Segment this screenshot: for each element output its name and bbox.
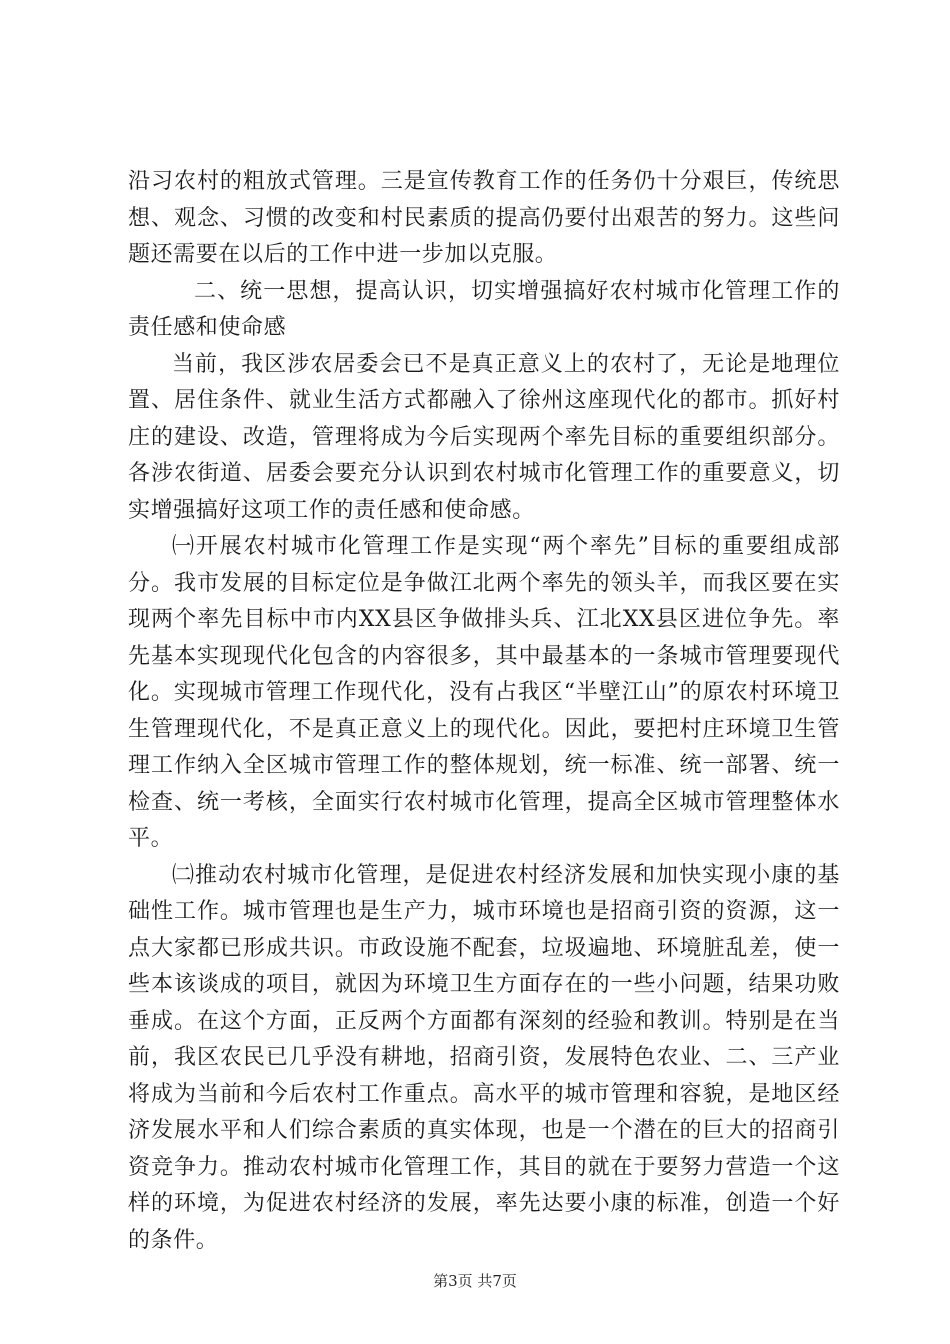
document-body: [128, 164, 840, 1259]
paragraph-point-one: ㈠开展农村城市化管理工作是实现“两个率先”目标的重要组成部分。我市发展的目标定位是争做江北两个率先的领头羊，而我区要在实现两个率先目标中市内XX县区争做排头兵、江北XX县区进位争先。率先基本实现现代化包含的内容很多，其中最基本的一条城市管理要现代化。实现城市管理工作现代化，没有占我区“半壁江山”的原农村环境卫生管理现代化，不是真正意义上的现代化。因此，要把村庄环境卫生管理工作纳入全区城市管理工作的整体规划，统一标准、统一部署、统一检查、统一考核，全面实行农村城市化管理，提高全区城市管理整体水平。: [128, 534, 840, 851]
paragraph-continuation: 沿习农村的粗放式管理。三是宣传教育工作的任务仍十分艰巨，传统思想、观念、习惯的改变和村民素质的提高仍要付出艰苦的努力。这些问题还需要在以后的工作中进一步加以克服。: [128, 169, 840, 267]
paragraph-point-two: ㈡推动农村城市化管理，是促进农村经济发展和加快实现小康的基础性工作。城市管理也是生产力，城市环境也是招商引资的资源，这一点大家都已形成共识。市政设施不配套，垃圾遍地、环境脏乱差，使一些本该谈成的项目，就因为环境卫生方面存在的一些小问题，结果功败垂成。在这个方面，正反两个方面都有深刻的经验和教训。特别是在当前，我区农民已几乎没有耕地，招商引资，发展特色农业、二、三产业将成为当前和今后农村工作重点。高水平的城市管理和容貌，是地区经济发展水平和人们综合素质的真实体现，也是一个潜在的巨大的招商引资竞争力。推动农村城市化管理工作，其目的就在于要努力营造一个这样的环境，为促进农村经济的发展，率先达要小康的标准，创造一个好的条件。: [128, 862, 840, 1253]
page-number-footer: 第3页 共7页: [433, 1272, 517, 1290]
paragraph-current-situation: 当前，我区涉农居委会已不是真正意义上的农村了，无论是地理位置、居住条件、就业生活方式都融入了徐州这座现代化的都市。抓好村庄的建设、改造，管理将成为今后实现两个率先目标的重要组织部分。各涉农街道、居委会要充分认识到农村城市化管理工作的重要意义，切实增强搞好这项工作的责任感和使命感。: [128, 351, 840, 523]
section-heading: 二、统一思想，提高认识，切实增强搞好农村城市化管理工作的责任感和使命感: [128, 278, 840, 340]
